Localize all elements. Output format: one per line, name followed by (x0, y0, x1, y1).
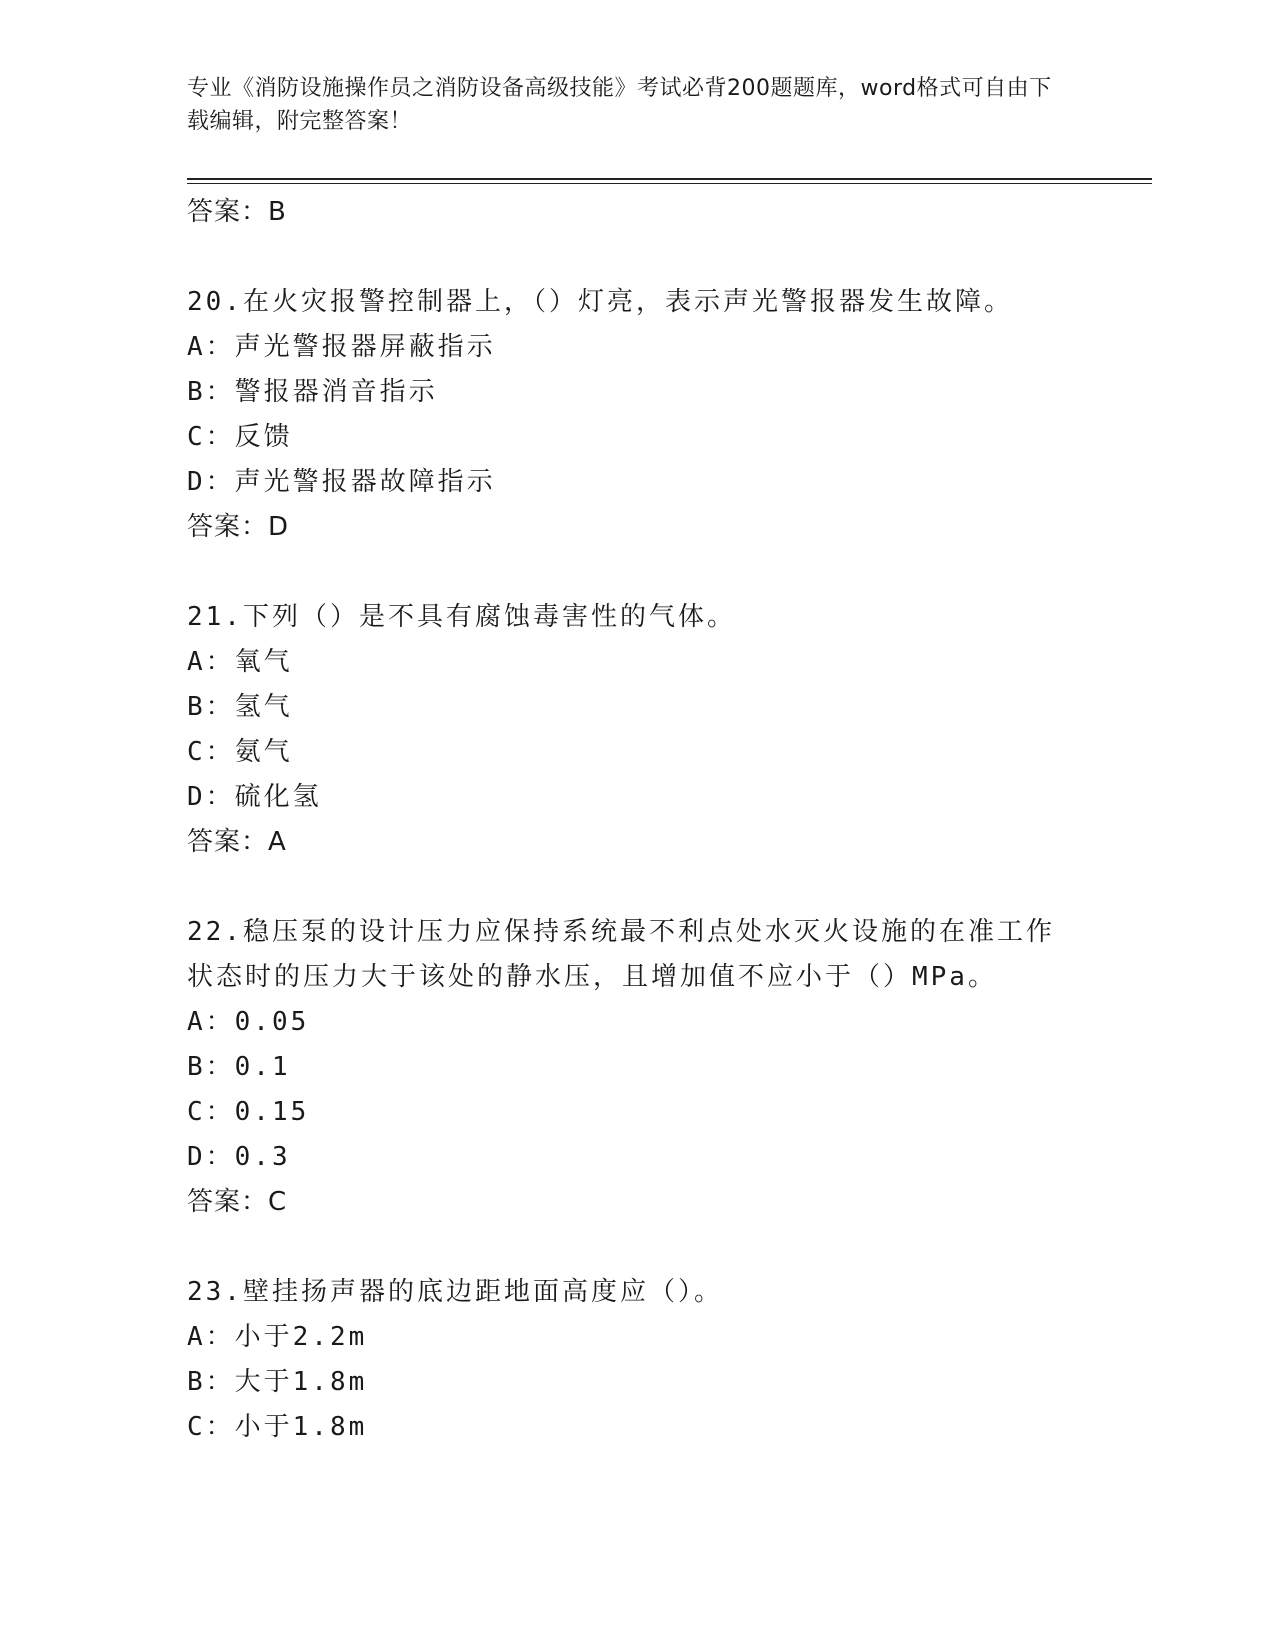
option-a: A：小于2.2m (187, 1322, 368, 1352)
question-block (187, 1270, 1087, 1450)
option-c: C：小于1.8m (187, 1412, 368, 1442)
answer-line: 答案：A (187, 827, 287, 857)
option-a: A：0.05 (187, 1007, 310, 1037)
document-header: 专业《消防设施操作员之消防设备高级技能》考试必背200题题库，word格式可自由下载编辑，附完整答案！ (187, 76, 1052, 134)
question-block (187, 910, 1087, 1225)
question-block (187, 595, 1087, 865)
answer-line: 答案：B (187, 197, 287, 227)
option-c: C：氨气 (187, 737, 293, 767)
answer-line: 答案：D (187, 512, 290, 542)
option-c: C：0.15 (187, 1097, 310, 1127)
option-b: B：0.1 (187, 1052, 291, 1082)
question-list (187, 190, 1087, 1450)
question-stem: 23.壁挂扬声器的底边距地面高度应（）。 (187, 1277, 723, 1307)
question-stem: 22.稳压泵的设计压力应保持系统最不利点处水灭火设施的在准工作状态时的压力大于该处的静水压，且增加值不应小于（）MPa。 (187, 917, 1055, 992)
option-c: C：反馈 (187, 422, 293, 452)
option-b: B：警报器消音指示 (187, 377, 438, 407)
option-d: D：0.3 (187, 1142, 291, 1172)
header-rule-thick (187, 178, 1152, 180)
answer-line: 答案：C (187, 1187, 288, 1217)
question-stem: 20.在火灾报警控制器上，（）灯亮，表示声光警报器发生故障。 (187, 287, 1013, 317)
option-b: B：氢气 (187, 692, 293, 722)
option-b: B：大于1.8m (187, 1367, 368, 1397)
question-block (187, 280, 1087, 550)
header-rule-thin (187, 183, 1152, 184)
option-d: D：声光警报器故障指示 (187, 467, 496, 497)
question-stem: 21.下列（）是不具有腐蚀毒害性的气体。 (187, 602, 736, 632)
option-a: A：氧气 (187, 647, 293, 677)
option-a: A：声光警报器屏蔽指示 (187, 332, 496, 362)
option-d: D：硫化氢 (187, 782, 322, 812)
